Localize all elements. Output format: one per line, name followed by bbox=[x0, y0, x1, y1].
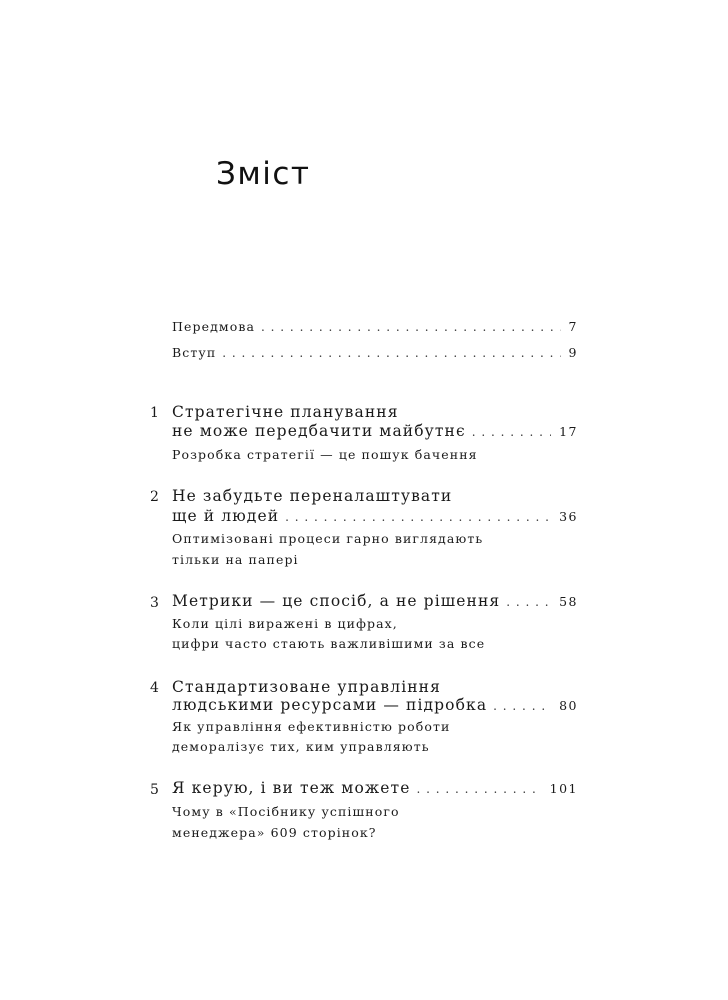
chapter-title-line: людськими ресурсами — підробка bbox=[172, 696, 488, 714]
chapter-title-last-line bbox=[172, 781, 578, 797]
chapter-title-last-line bbox=[172, 698, 578, 714]
dot-leader bbox=[416, 783, 541, 795]
chapter-subtitle-line: Розробка стратегії — це пошук бачення bbox=[172, 447, 478, 462]
chapter-subtitle-line: Чому в «Посібнику успішного bbox=[172, 804, 400, 819]
dot-leader bbox=[472, 426, 551, 438]
chapter-number: 4 bbox=[150, 680, 159, 696]
dot-leader bbox=[261, 321, 561, 333]
toc-page-number: 7 bbox=[568, 319, 578, 334]
chapter-title-last-line bbox=[172, 594, 578, 610]
chapter-subtitle-line: Оптимізовані процеси гарно виглядають bbox=[172, 531, 484, 546]
chapter-subtitle-line: тільки на папері bbox=[172, 552, 299, 567]
toc-entry-label: Передмова bbox=[172, 319, 256, 334]
chapter-subtitle-line: менеджера» 609 сторінок? bbox=[172, 825, 377, 840]
chapter-title-last-line bbox=[172, 424, 578, 440]
chapter-number: 3 bbox=[150, 595, 159, 611]
chapter-title-line: не може передбачити майбутнє bbox=[172, 422, 466, 440]
toc-page-number: 9 bbox=[568, 345, 578, 360]
dot-leader bbox=[285, 511, 551, 523]
toc-entry-preface[interactable] bbox=[172, 321, 578, 334]
dot-leader bbox=[222, 347, 560, 359]
toc-page-number: 101 bbox=[549, 781, 578, 796]
toc-page-number: 80 bbox=[559, 698, 578, 713]
chapter-title-line: Метрики — це спосіб, а не рішення bbox=[172, 592, 501, 610]
dot-leader bbox=[493, 700, 551, 712]
chapter-subtitle-line: цифри часто стають важливішими за все bbox=[172, 636, 486, 651]
dot-leader bbox=[506, 596, 551, 608]
toc-entry-introduction[interactable] bbox=[172, 347, 578, 360]
chapter-title-line: Не забудьте переналаштувати bbox=[172, 487, 453, 505]
toc-page-number: 17 bbox=[559, 424, 578, 439]
toc-page-number: 36 bbox=[559, 509, 578, 524]
toc-page-number: 58 bbox=[559, 594, 578, 609]
chapter-number: 5 bbox=[150, 782, 159, 798]
chapter-title-line: Стандартизоване управління bbox=[172, 678, 441, 696]
chapter-subtitle-line: Як управління ефективністю роботи bbox=[172, 719, 451, 734]
chapter-title-line: Стратегічне планування bbox=[172, 403, 399, 421]
chapter-subtitle-line: Коли цілі виражені в цифрах, bbox=[172, 616, 398, 631]
chapter-number: 2 bbox=[150, 489, 159, 505]
chapter-title-last-line bbox=[172, 509, 578, 525]
page-title: Зміст bbox=[216, 156, 311, 192]
chapter-title-line: Я керую, і ви теж можете bbox=[172, 779, 411, 797]
chapter-title-line: ще й людей bbox=[172, 507, 280, 525]
chapter-subtitle-line: деморалізує тих, ким управляють bbox=[172, 739, 430, 754]
chapter-number: 1 bbox=[150, 405, 159, 421]
toc-entry-label: Вступ bbox=[172, 345, 217, 360]
